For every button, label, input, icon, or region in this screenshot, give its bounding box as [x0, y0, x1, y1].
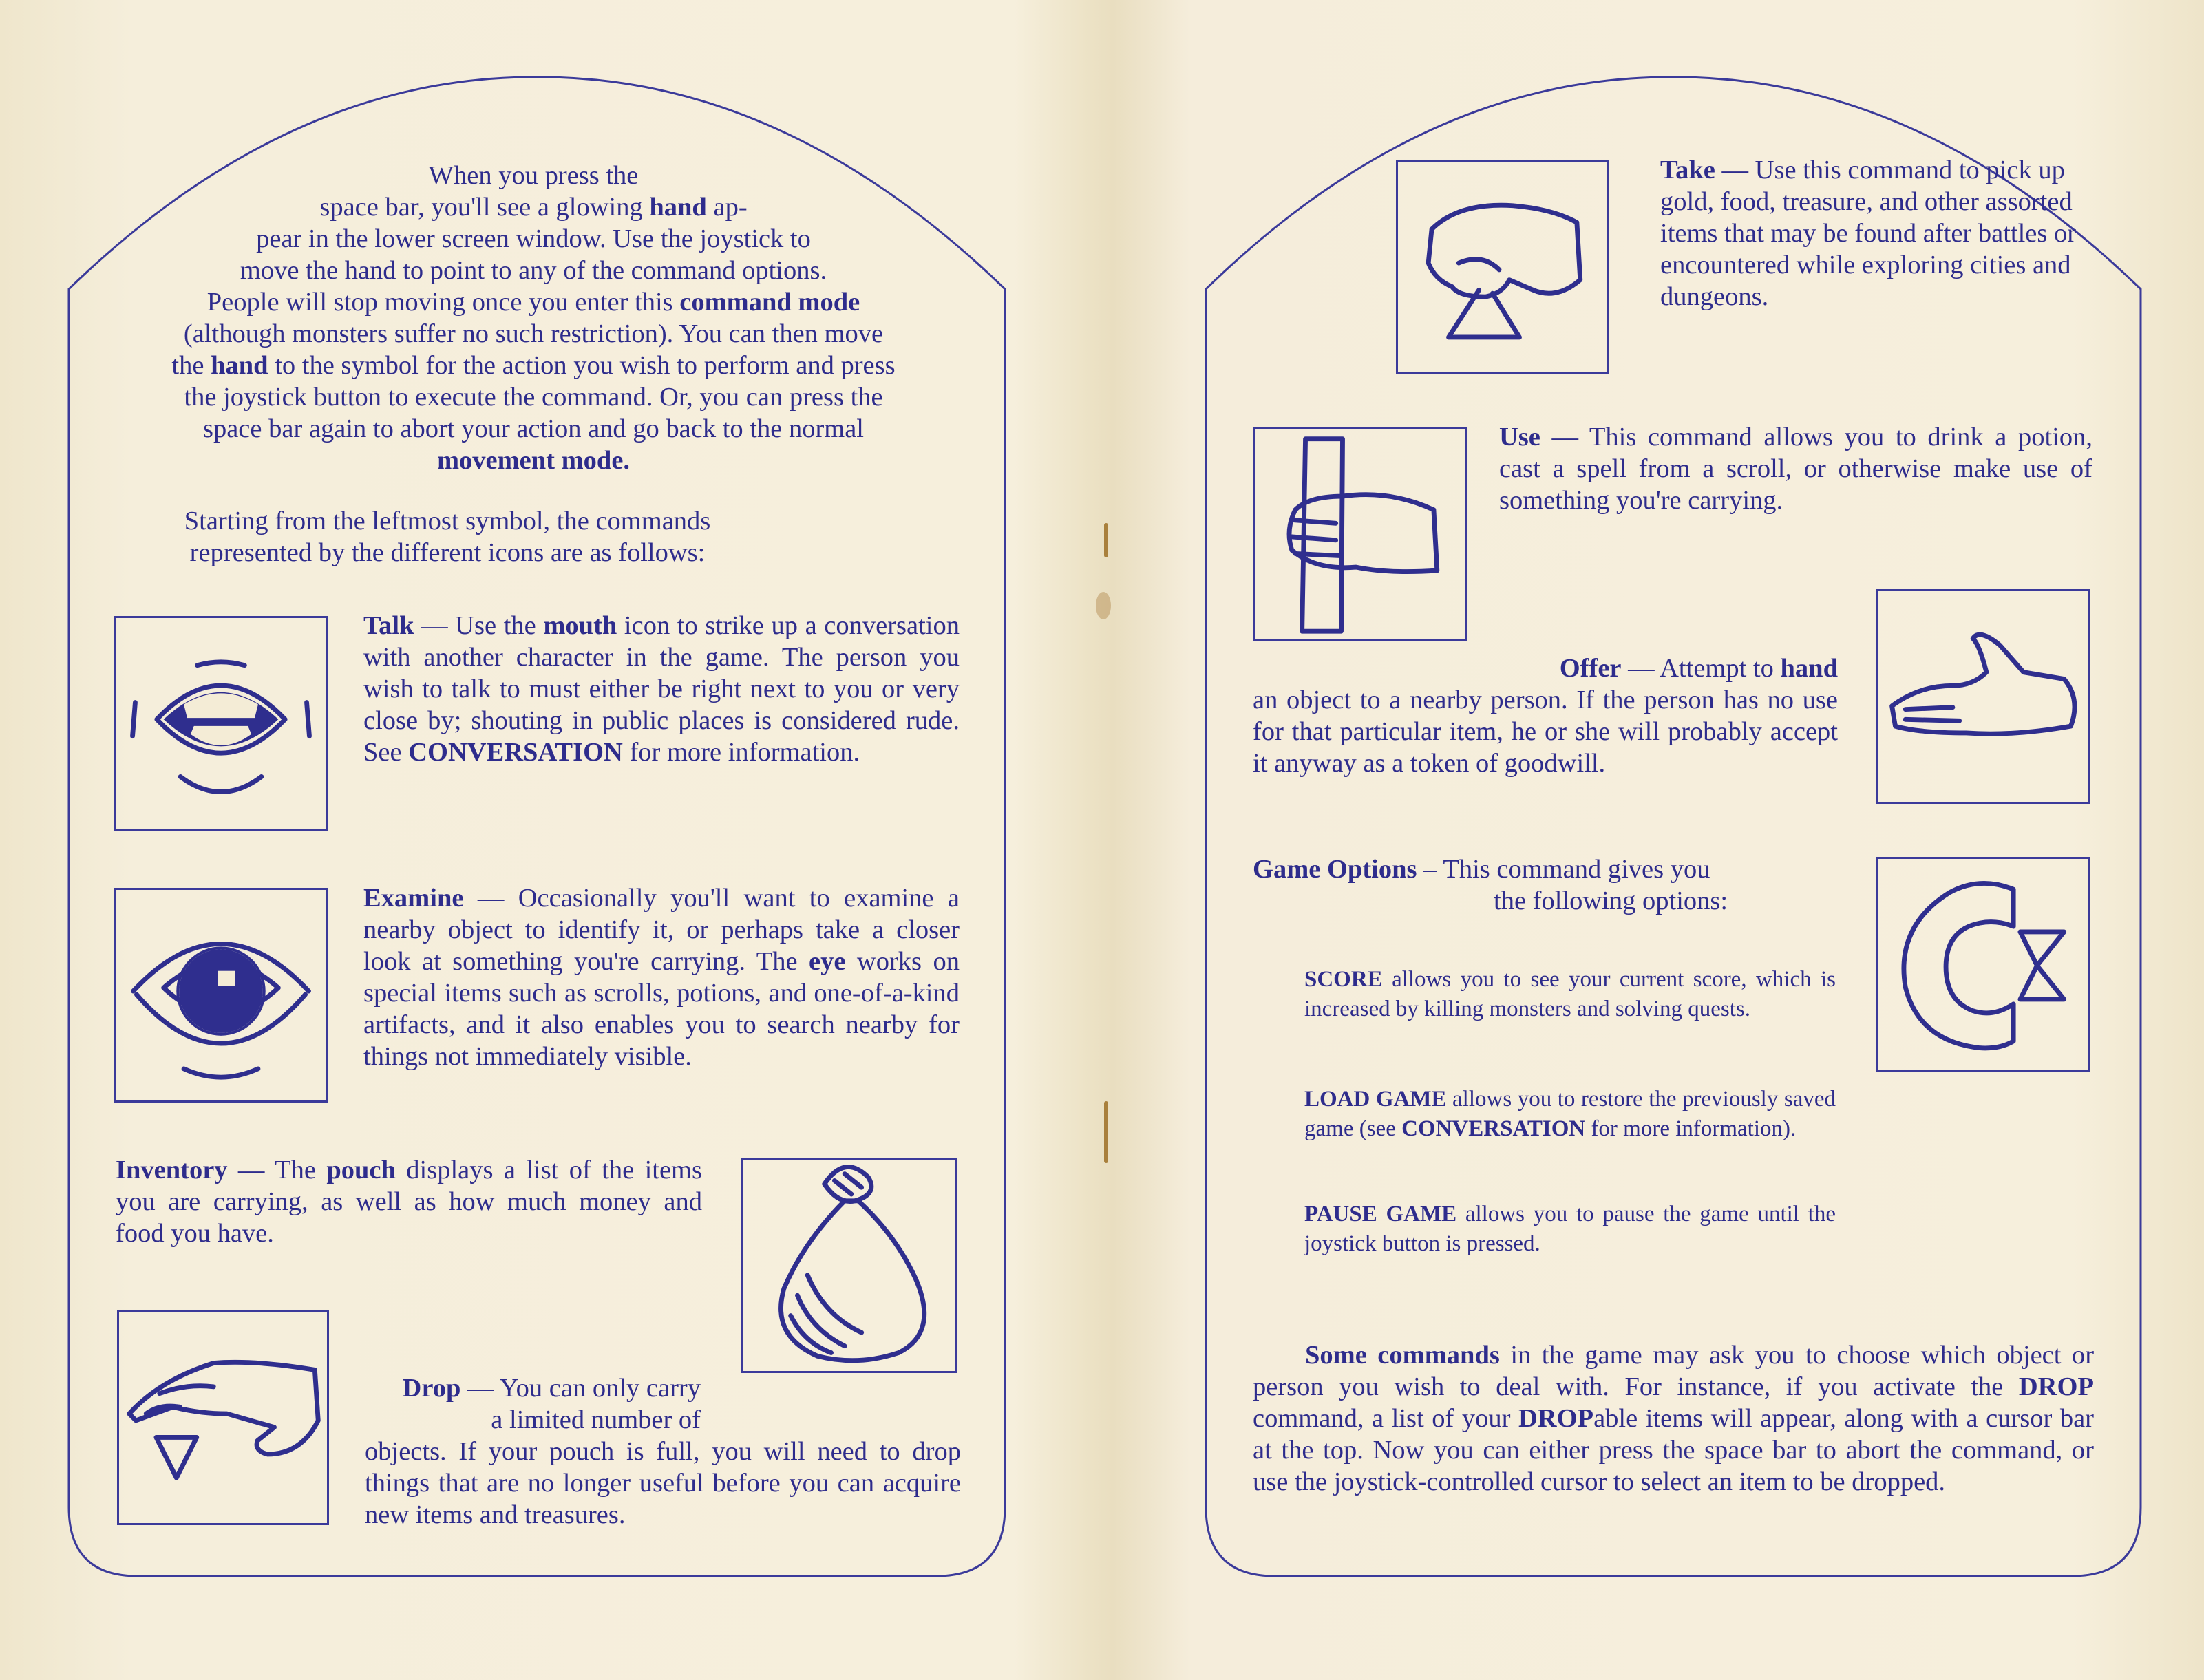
intro-text: ap-: [706, 193, 748, 222]
use-title: Use: [1499, 423, 1540, 451]
staple-bottom: [1104, 1101, 1108, 1163]
rust-stain: [1096, 592, 1111, 619]
intro-line: [103, 223, 964, 255]
intro-text: When you press the: [428, 161, 639, 190]
pouch-icon: [743, 1160, 955, 1371]
starting-line-2: represented by the different icons are as follows:: [189, 538, 706, 567]
talk-title: Talk: [363, 611, 414, 640]
offer-description: an object to a nearby person. If the person has no use for that particular item, he or she will probably accept it anyway as a token of goodwill.: [1253, 685, 1838, 778]
offer-icon-box: [1876, 589, 2090, 804]
intro-text: (although monsters suffer no such restriction). You can then move: [183, 319, 884, 348]
intro-line: [103, 255, 964, 286]
pause-game-option: PAUSE GAME allows you to pause the game until the joystick button is pressed.: [1304, 1202, 1836, 1256]
intro-text: to the symbol for the action you wish to perform and press: [268, 351, 896, 380]
intro-bold-text: command mode: [679, 288, 860, 317]
intro-line: [103, 350, 964, 381]
load-game-option: LOAD GAME allows you to restore the previously saved game (see CONVERSATION for more information).: [1304, 1087, 1836, 1141]
intro-text: the joystick button to execute the command. Or, you can press the: [184, 383, 883, 412]
intro-line: [103, 445, 964, 476]
drop-description-top: Drop — You can only carry a limited number of: [402, 1374, 701, 1434]
offer-hand-icon: [1878, 591, 2088, 802]
drop-icon-box: [117, 1310, 329, 1525]
intro-text: People will stop moving once you enter this: [206, 288, 680, 317]
offer-title: Offer: [1559, 654, 1622, 683]
pause-game-title: PAUSE GAME: [1304, 1202, 1457, 1226]
intro-text: space bar, you'll see a glowing: [319, 193, 650, 222]
examine-description: Examine — Occasionally you'll want to examine a nearby object to identify it, or perhaps take a closer look at something you're carrying. The eye works on special items such as scrolls, potions, and one-of-a-kind artifacts, and it also enables you to search nearby for things not immediately visible.: [363, 884, 960, 1071]
intro-line: [103, 286, 964, 318]
use-description: Use — This command allows you to drink a potion, cast a spell from a scroll, or otherwise make use of something you're carrying.: [1499, 423, 2092, 515]
starting-line-1: Starting from the leftmost symbol, the commands: [184, 507, 711, 535]
starting-paragraph: [103, 505, 792, 568]
game-options-title: Game Options: [1253, 855, 1417, 884]
eye-icon: [116, 890, 326, 1100]
intro-bold-text: hand: [211, 351, 268, 380]
intro-line: [103, 413, 964, 445]
load-game-title: LOAD GAME: [1304, 1087, 1447, 1112]
intro-line: [103, 191, 964, 223]
some-commands-title: Some commands: [1305, 1341, 1500, 1370]
examine-title: Examine: [363, 884, 464, 913]
take-icon-box: [1396, 160, 1609, 374]
inventory-title: Inventory: [116, 1156, 228, 1184]
offer-description-top: Offer — Attempt to hand: [1559, 654, 1838, 683]
game-options-icon-box: [1876, 857, 2090, 1072]
take-hand-icon: [1398, 162, 1607, 372]
intro-bold-text: hand: [649, 193, 707, 222]
intro-bold-text: movement mode.: [436, 446, 631, 475]
commodore-logo-icon: [1878, 859, 2088, 1070]
inventory-description: Inventory — The pouch displays a list of the items you are carrying, as well as how much money and food you have.: [116, 1156, 702, 1248]
intro-line: [103, 318, 964, 350]
drop-description: objects. If your pouch is full, you will need to drop things that are no longer useful before you can acquire new items and treasures.: [365, 1437, 961, 1529]
inventory-icon-box: [741, 1158, 957, 1373]
intro-line: [103, 160, 964, 191]
use-icon-box: [1253, 427, 1467, 641]
intro-text: move the hand to point to any of the command options.: [240, 256, 827, 285]
mouth-icon: [116, 618, 326, 829]
staple-top: [1104, 523, 1108, 557]
drop-title: Drop: [402, 1374, 461, 1403]
examine-icon-box: [114, 888, 328, 1103]
score-title: SCORE: [1304, 967, 1383, 992]
take-description: Take — Use this command to pick up gold, food, treasure, and other assorted items that may be found after battles or encountered while exploring cities and dungeons.: [1660, 156, 2077, 311]
score-option: SCORE allows you to see your current score, which is increased by killing monsters and solving quests.: [1304, 967, 1836, 1021]
intro-line: [103, 381, 964, 413]
intro-text: pear in the lower screen window. Use the joystick to: [256, 224, 811, 253]
take-title: Take: [1660, 156, 1715, 184]
intro-text: space bar again to abort your action and go back to the normal: [202, 414, 865, 443]
drop-hand-icon: [119, 1312, 327, 1523]
some-commands-paragraph: Some commands in the game may ask you to choose which object or person you wish to deal with. For instance, if you activate the DROP command, a list of your DROPable items will appear, along with a cursor bar at the top. Now you can either press the space bar to abort the command, or use the joystick-controlled cursor to select an item to be dropped.: [1253, 1341, 2095, 1496]
talk-icon-box: [114, 616, 328, 831]
game-options-description: Game Options – This command gives you the following options:: [1253, 855, 1728, 915]
talk-description: Talk — Use the mouth icon to strike up a conversation with another character in the game. The person you wish to talk to must either be right next to you or very close by; shouting in public places is considered rude. See CONVERSATION for more information.: [363, 611, 960, 767]
use-hand-icon: [1255, 429, 1465, 639]
intro-text: the: [171, 351, 211, 380]
intro-paragraph: [103, 160, 964, 476]
